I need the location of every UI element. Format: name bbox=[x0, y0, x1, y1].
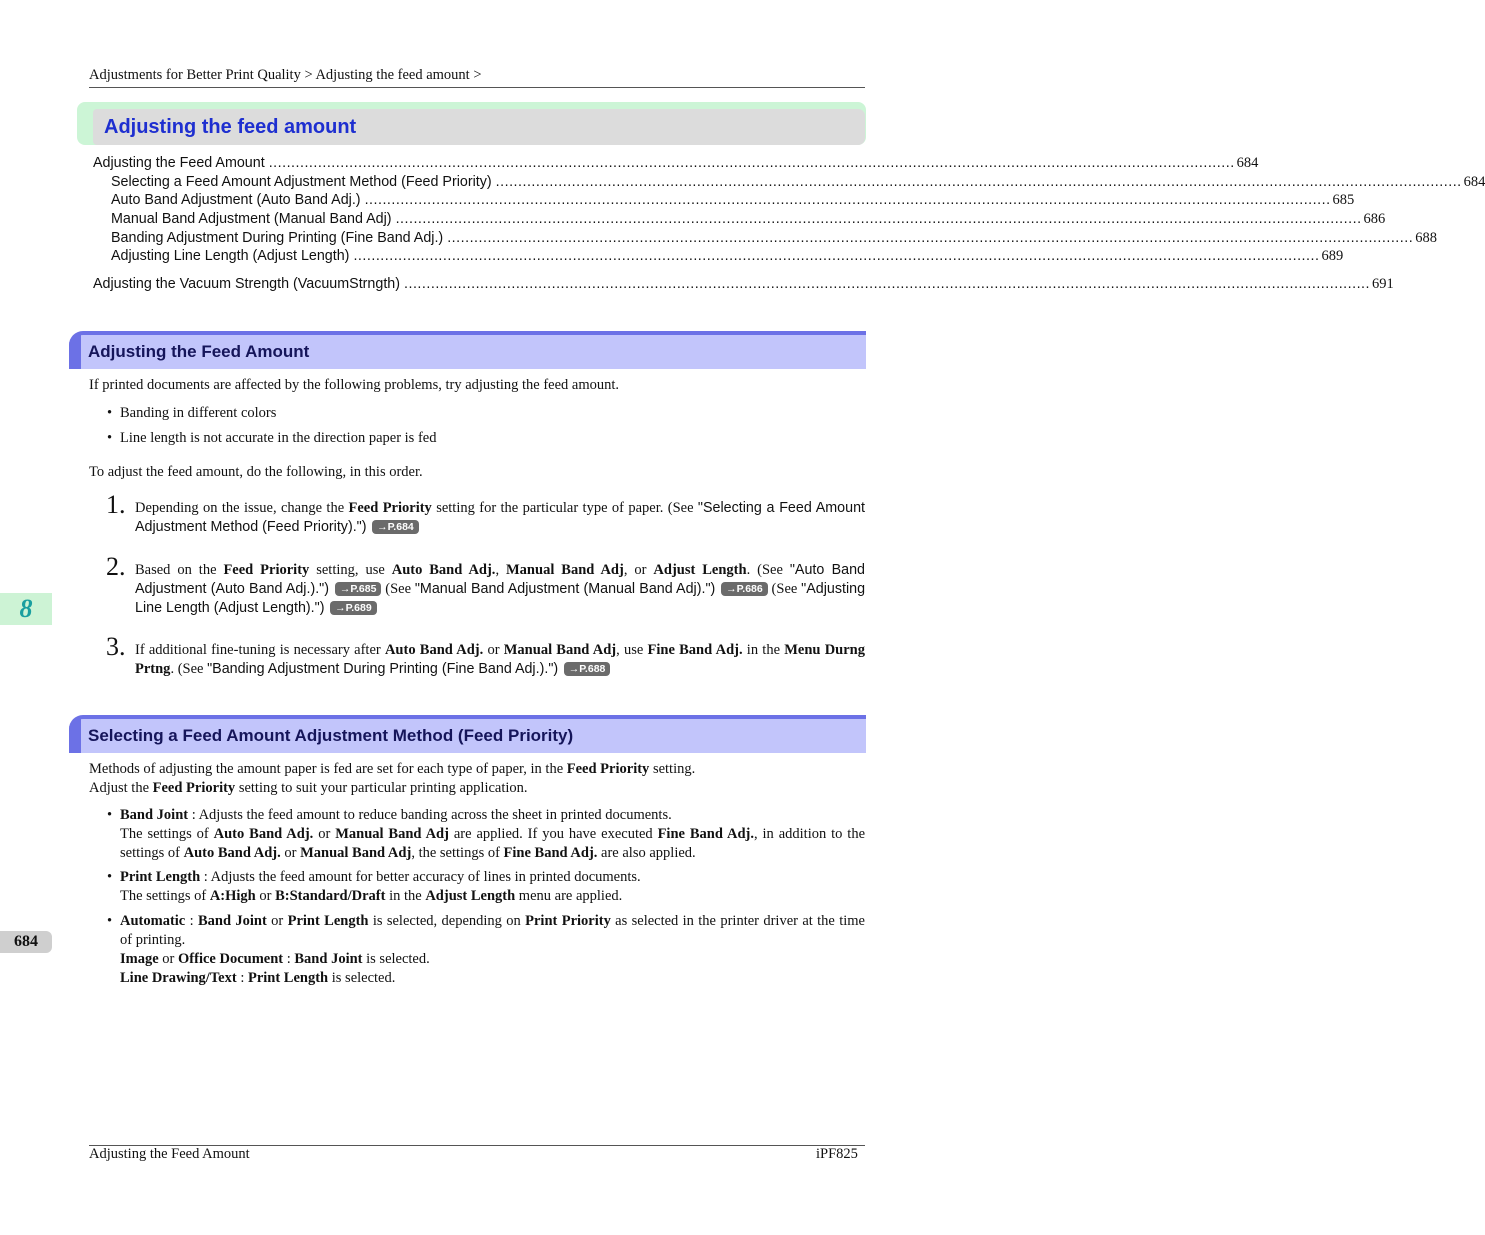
toc-item[interactable] bbox=[111, 211, 1386, 228]
page-link-button[interactable]: →P.684 bbox=[372, 520, 419, 534]
list-item bbox=[107, 429, 437, 448]
toc-item-label: Selecting a Feed Amount Adjustment Method (Feed Priority) bbox=[111, 174, 492, 190]
step-number: 2. bbox=[106, 552, 126, 581]
cross-reference[interactable]: "Manual Band Adjustment (Manual Band Adj).") bbox=[414, 581, 716, 597]
toc-item-label: Banding Adjustment During Printing (Fine Band Adj.) bbox=[111, 230, 444, 246]
page-title: Adjusting the feed amount bbox=[104, 116, 357, 138]
toc-item-page: 684 bbox=[1236, 155, 1259, 171]
toc-item-label: Adjusting Line Length (Adjust Length) bbox=[111, 248, 350, 264]
page-link-button[interactable]: →P.689 bbox=[330, 601, 377, 615]
list-item: • Band Joint : Adjusts the feed amount to reduce banding across the sheet in printed documents. The settings of Auto Band Adj. or Manual Band Adj are applied. If you have executed Fine Band Adj., in addition to the settings of Auto Band Adj. or Manual Band Adj, the settings of Fine Band Adj. are also applied. bbox=[107, 807, 866, 861]
toc-item-page: 686 bbox=[1363, 211, 1386, 227]
list-item: • Automatic : Band Joint or Print Length is selected, depending on Print Priority as selected in the printer driver at the time of printing. Image or Office Document : Band Joint is selected. Line Drawing/Text : Print Length is selected. bbox=[107, 913, 865, 986]
list-item bbox=[107, 404, 277, 423]
list-item: • Print Length : Adjusts the feed amount for better accuracy of lines in printed documents. The settings of A:High or B:Standard/Draft in the Adjust Length menu are applied. bbox=[107, 869, 641, 904]
section-intro: If printed documents are affected by the following problems, try adjusting the feed amount. bbox=[89, 377, 620, 393]
toc-item-label: Adjusting the Feed Amount bbox=[93, 155, 265, 171]
section-intro: Methods of adjusting the amount paper is fed are set for each type of paper, in the Feed Priority setting. Adjust the Feed Priority setting to suit your particular printing application. bbox=[89, 761, 696, 796]
toc-item-page: 684 bbox=[1463, 174, 1485, 190]
section-title: Adjusting the Feed Amount bbox=[88, 342, 310, 361]
step-text: Based on the Feed Priority setting, use Auto Band Adj., Manual Band Adj, or Adjust Length. (See "Auto Band Adjustment (Auto Band Adj.).") →P.685 (See "Manual Band Adjustment (Manual Band Adj).") →P.686 (See "Adjusting Line Length (Adjust Length).") →P.689 bbox=[135, 562, 866, 616]
step-number: 3. bbox=[106, 632, 126, 661]
page-link-button[interactable]: →P.688 bbox=[564, 662, 611, 676]
procedure-lead: To adjust the feed amount, do the following, in this order. bbox=[89, 464, 423, 480]
bullet-icon: • bbox=[107, 430, 113, 446]
toc-item[interactable] bbox=[111, 192, 1355, 209]
bullet-icon: • bbox=[107, 405, 113, 421]
toc-leader: ........................................................................................................................................................................................................................ bbox=[404, 276, 1370, 292]
cross-reference[interactable]: "Auto Band Adjustment (Auto Band Adj.).") bbox=[135, 562, 865, 597]
toc-item[interactable] bbox=[93, 155, 1259, 172]
toc-item[interactable] bbox=[111, 248, 1344, 265]
header-rule bbox=[89, 87, 865, 88]
toc-item[interactable] bbox=[111, 174, 1485, 191]
page-number: 684 bbox=[14, 933, 38, 950]
toc-item-page: 685 bbox=[1332, 192, 1355, 208]
bullet-icon: • bbox=[107, 913, 113, 929]
bullet-icon: • bbox=[107, 807, 113, 823]
toc-item-label: Manual Band Adjustment (Manual Band Adj) bbox=[111, 211, 392, 227]
cross-reference[interactable]: "Adjusting Line Length (Adjust Length).") bbox=[135, 581, 866, 616]
step-text: Depending on the issue, change the Feed Priority setting for the particular type of paper. (See "Selecting a Feed Amount Adjustment Method (Feed Priority).") →P.684 bbox=[135, 500, 865, 535]
step-text: If additional fine-tuning is necessary after Auto Band Adj. or Manual Band Adj, use Fine Band Adj. in the Menu Durng Prtng. (See "Banding Adjustment During Printing (Fine Band Adj.).") →P.688 bbox=[135, 642, 865, 677]
toc-item[interactable] bbox=[93, 276, 1394, 293]
toc-leader: ........................................................................................................................................................................................................................ bbox=[353, 248, 1320, 264]
toc-leader: ........................................................................................................................................................................................................................ bbox=[495, 174, 1462, 190]
chapter-number: 8 bbox=[19, 594, 33, 623]
toc-item-page: 689 bbox=[1321, 248, 1344, 264]
toc-leader: ........................................................................................................................................................................................................................ bbox=[364, 192, 1331, 208]
toc-item-label: Adjusting the Vacuum Strength (VacuumStrngth) bbox=[93, 276, 401, 292]
section-title: Selecting a Feed Amount Adjustment Method (Feed Priority) bbox=[88, 726, 574, 745]
toc-item-label: Auto Band Adjustment (Auto Band Adj.) bbox=[111, 192, 361, 208]
toc-leader: ........................................................................................................................................................................................................................ bbox=[268, 155, 1235, 171]
toc-item-page: 691 bbox=[1372, 276, 1394, 292]
cross-reference[interactable]: "Selecting a Feed Amount Adjustment Method (Feed Priority).") bbox=[135, 500, 865, 535]
footer-model-name: iPF825 bbox=[816, 1146, 858, 1162]
toc-leader: ........................................................................................................................................................................................................................ bbox=[395, 211, 1362, 227]
cross-reference[interactable]: "Banding Adjustment During Printing (Fine Band Adj.).") bbox=[207, 661, 559, 677]
toc-item-page: 688 bbox=[1415, 230, 1437, 246]
breadcrumb: Adjustments for Better Print Quality > Adjusting the feed amount > bbox=[89, 67, 482, 83]
list-item-text: Banding in different colors bbox=[120, 405, 277, 421]
footer-section-title: Adjusting the Feed Amount bbox=[89, 1146, 250, 1162]
toc-leader: ........................................................................................................................................................................................................................ bbox=[447, 230, 1414, 246]
page-link-button[interactable]: →P.685 bbox=[335, 582, 382, 596]
bullet-icon: • bbox=[107, 869, 113, 885]
toc-item[interactable] bbox=[111, 230, 1437, 247]
list-item-text: Line length is not accurate in the direction paper is fed bbox=[120, 430, 437, 446]
step-number: 1. bbox=[106, 490, 126, 519]
page-link-button[interactable]: →P.686 bbox=[721, 582, 768, 596]
